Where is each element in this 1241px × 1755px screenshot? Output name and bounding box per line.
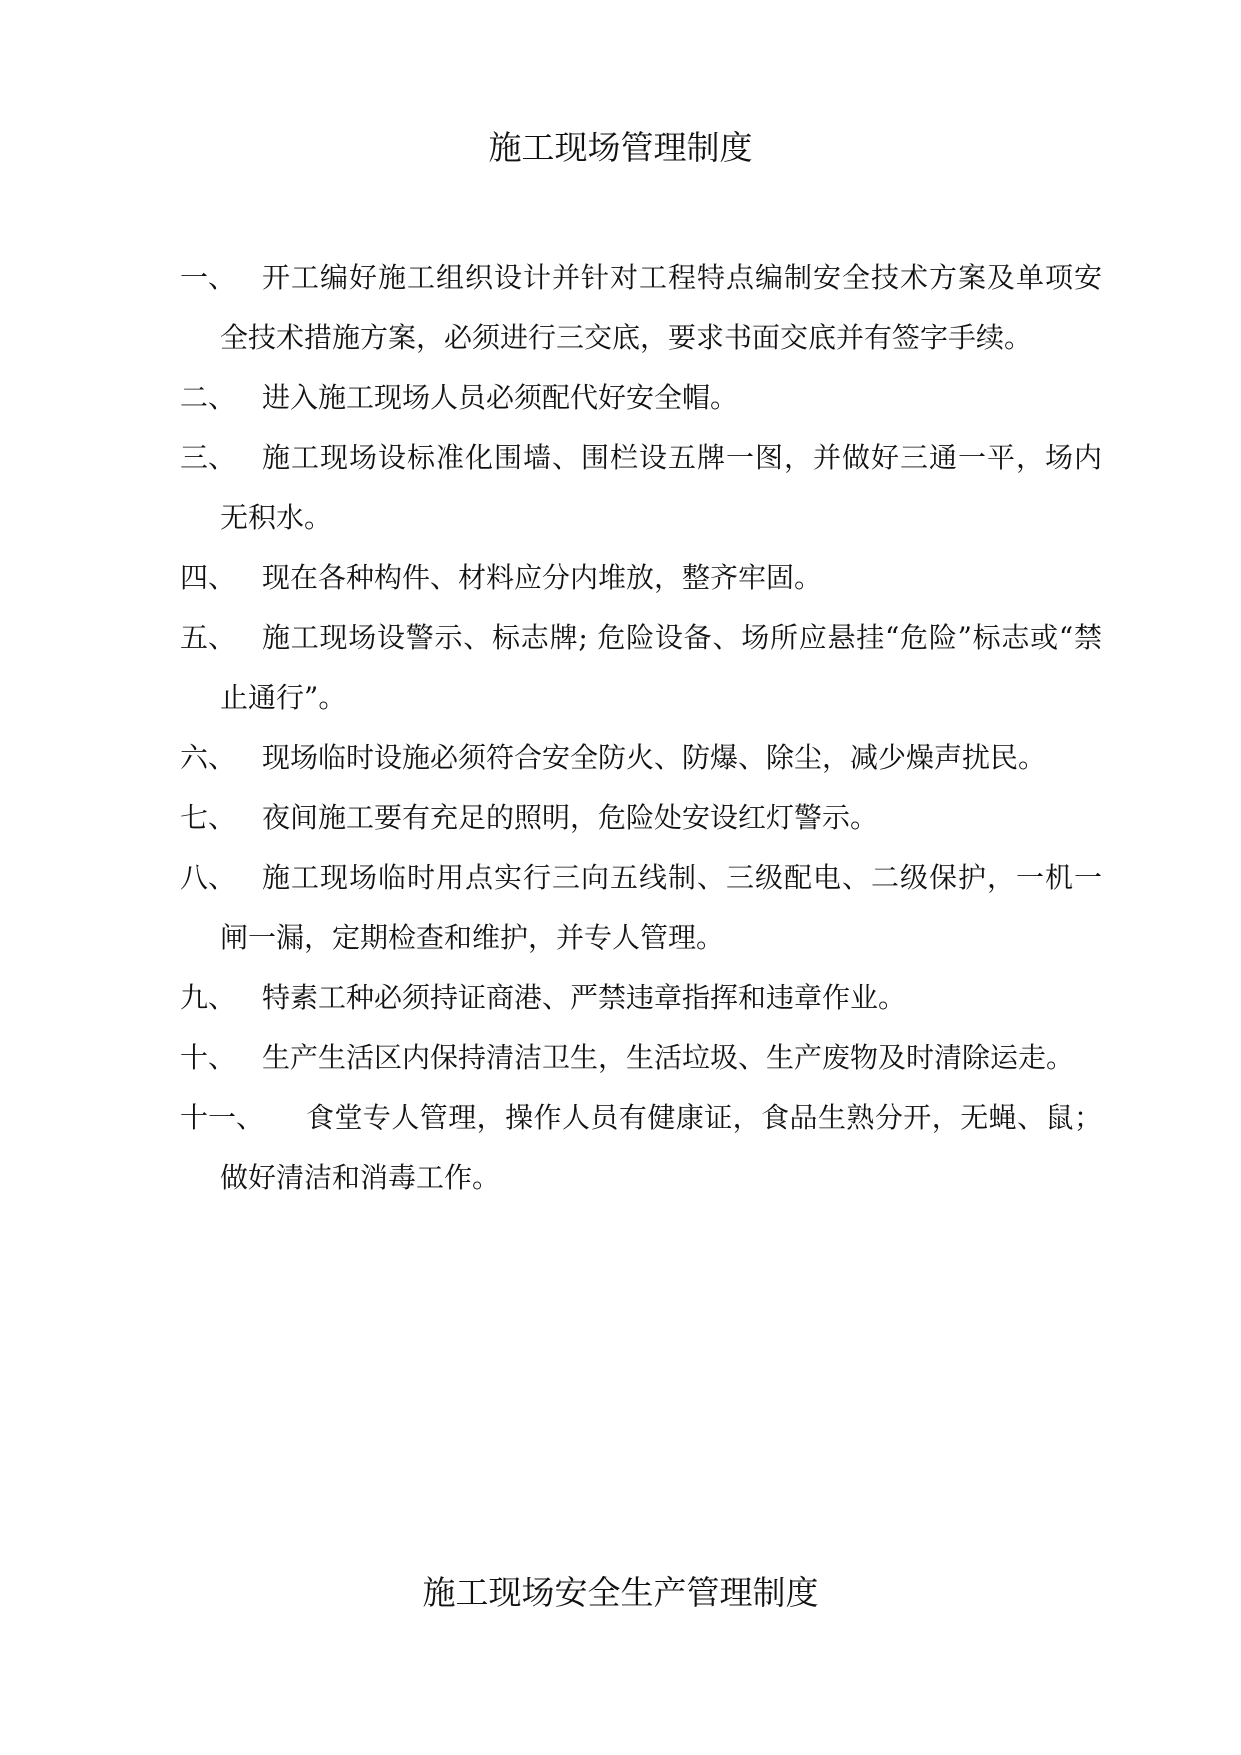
rule-number: 十、 — [180, 1041, 237, 1074]
rule-number: 二、 — [180, 381, 237, 414]
rule-text: 生产生活区内保持清洁卫生，生活垃圾、生产废物及时清除运走。 — [262, 1041, 1075, 1074]
rule-1 — [0, 248, 1241, 368]
rule-text: 食堂专人管理，操作人员有健康证，食品生熟分开，无蝇、鼠；做好清洁和消毒工作。 — [220, 1101, 1102, 1194]
rule-4 — [0, 548, 1241, 608]
rule-3 — [0, 428, 1241, 548]
rule-text: 现在各种构件、材料应分内堆放，整齐牢固。 — [262, 561, 823, 594]
rule-number: 六、 — [180, 741, 237, 774]
rule-8 — [0, 848, 1241, 968]
rule-number: 十一、 — [180, 1101, 265, 1134]
rule-number: 四、 — [180, 561, 237, 594]
rule-number: 五、 — [180, 621, 237, 654]
rule-number: 九、 — [180, 981, 237, 1014]
rule-text: 进入施工现场人员必须配代好安全帽。 — [262, 381, 739, 414]
rule-6 — [0, 728, 1241, 788]
next-section-title: 施工现场安全生产管理制度 — [422, 1573, 819, 1612]
rule-text: 夜间施工要有充足的照明，危险处安设红灯警示。 — [262, 801, 879, 834]
rule-5 — [0, 608, 1241, 728]
rule-number: 一、 — [180, 261, 237, 294]
rule-text: 施工现场设警示、标志牌; 危险设备、场所应悬挂“危险”标志或“禁止通行”。 — [220, 621, 1102, 714]
rule-11 — [0, 1088, 1241, 1208]
rule-text: 施工现场临时用点实行三向五线制、三级配电、二级保护，一机一闸一漏，定期检查和维护，并专人管理。 — [220, 861, 1102, 954]
rule-7 — [0, 788, 1241, 848]
page-title: 施工现场管理制度 — [488, 128, 753, 167]
rule-text: 开工编好施工组织设计并针对工程特点编制安全技术方案及单项安全技术措施方案，必须进行三交底，要求书面交底并有签字手续。 — [220, 261, 1102, 354]
rule-9 — [0, 968, 1241, 1028]
rule-number: 七、 — [180, 801, 237, 834]
rule-number: 三、 — [180, 441, 237, 474]
rule-text: 现场临时设施必须符合安全防火、防爆、除尘，减少燥声扰民。 — [262, 741, 1047, 774]
rule-2 — [0, 368, 1241, 428]
rule-text: 特素工种必须持证商港、严禁违章指挥和违章作业。 — [262, 981, 907, 1014]
rule-10 — [0, 1028, 1241, 1088]
rule-number: 八、 — [180, 861, 237, 894]
rules-list — [0, 248, 1241, 1208]
rule-text: 施工现场设标准化围墙、围栏设五牌一图，并做好三通一平，场内无积水。 — [220, 441, 1102, 534]
